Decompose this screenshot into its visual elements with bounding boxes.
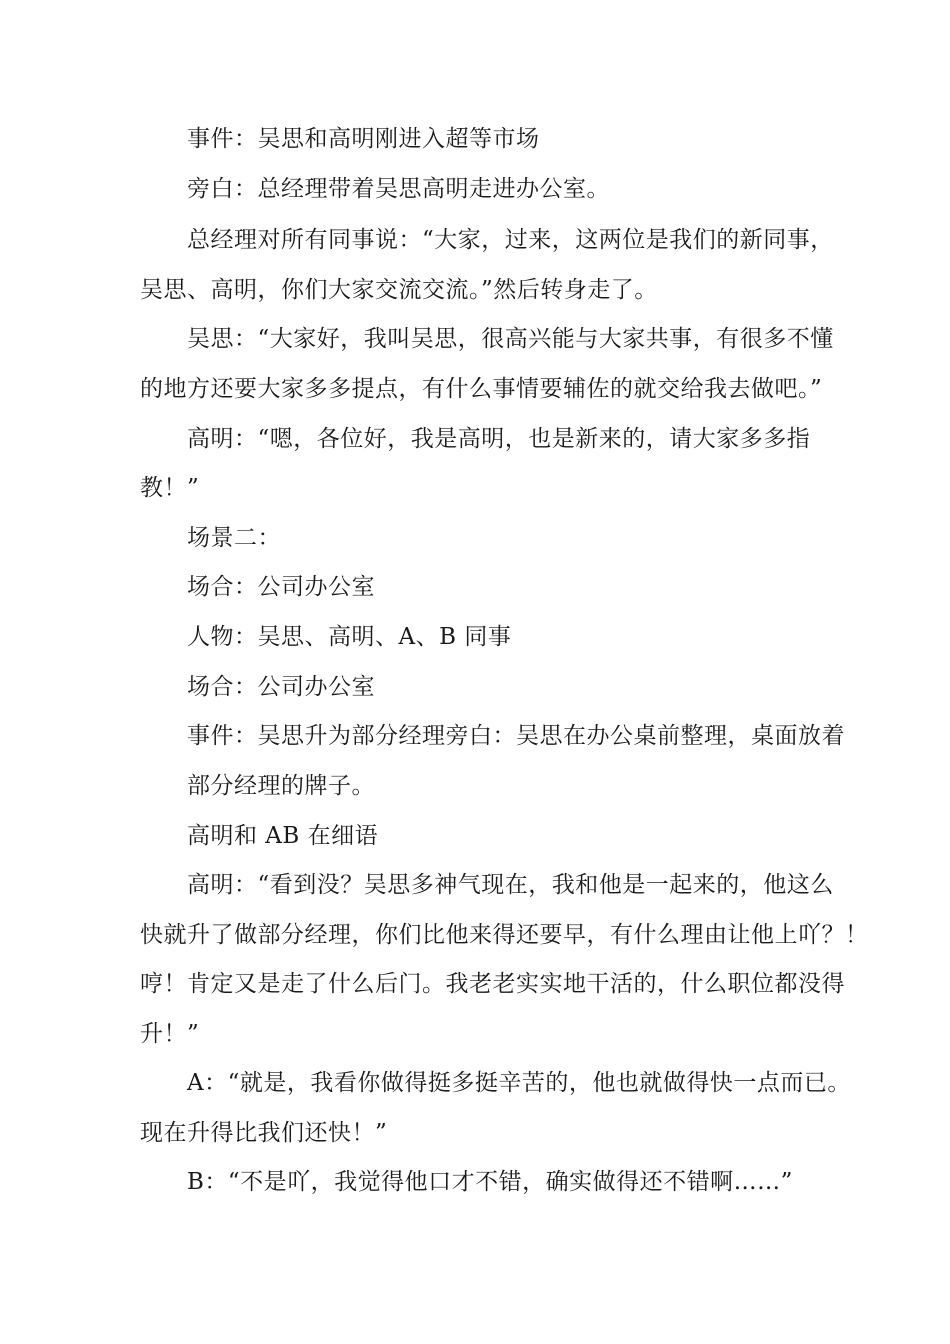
text-line-a-speech-cont: 现在升得比我们还快！” [140,1120,388,1146]
text-line-manager-speech-cont: 吴思、高明，你们大家交流交流。”然后转身走了。 [140,277,658,303]
text-line-gaoming-complaint-cont3: 升！” [140,1021,200,1047]
text-line-gaoming-speech: 高明：“嗯，各位好，我是高明，也是新来的，请大家多多指 [187,426,811,452]
text-line-event: 事件：吴思和高明刚进入超等市场 [187,126,540,152]
text-line-manager-speech: 总经理对所有同事说：“大家，过来，这两位是我们的新同事， [187,227,834,253]
text-line-gaoming-complaint: 高明：“看到没？吴思多神气现在，我和他是一起来的，他这么 [187,872,834,898]
text-line-gaoming-complaint-cont1: 快就升了做部分经理，你们比他来得还要早，有什么理由让他上吖？！ [140,922,869,948]
text-line-gaoming-complaint-cont2: 哼！肯定又是走了什么后门。我老老实实地干活的，什么职位都没得 [140,971,845,997]
text-line-b-speech: B：“不是吖，我觉得他口才不错，确实做得还不错啊……” [187,1169,793,1195]
text-line-wusi-speech: 吴思：“大家好，我叫吴思，很高兴能与大家共事，有很多不懂 [187,326,834,352]
text-line-scene-heading: 场景二： [187,525,281,551]
text-line-a-speech: A：“就是，我看你做得挺多挺辛苦的，他也就做得快一点而已。 [187,1070,851,1096]
text-line-event-promotion-cont: 部分经理的牌子。 [187,773,375,799]
text-line-event-promotion: 事件：吴思升为部分经理旁白：吴思在办公桌前整理，桌面放着 [187,723,845,749]
text-line-gaoming-speech-cont: 教！” [140,475,200,501]
text-line-characters: 人物：吴思、高明、A、B 同事 [187,624,512,650]
text-line-whisper: 高明和 AB 在细语 [187,823,379,849]
text-line-location-repeat: 场合：公司办公室 [187,674,375,700]
text-line-wusi-speech-cont: 的地方还要大家多多提点，有什么事情要辅佐的就交给我去做吧。” [140,376,823,402]
text-line-narration: 旁白：总经理带着吴思高明走进办公室。 [187,176,610,202]
text-line-location: 场合：公司办公室 [187,574,375,600]
